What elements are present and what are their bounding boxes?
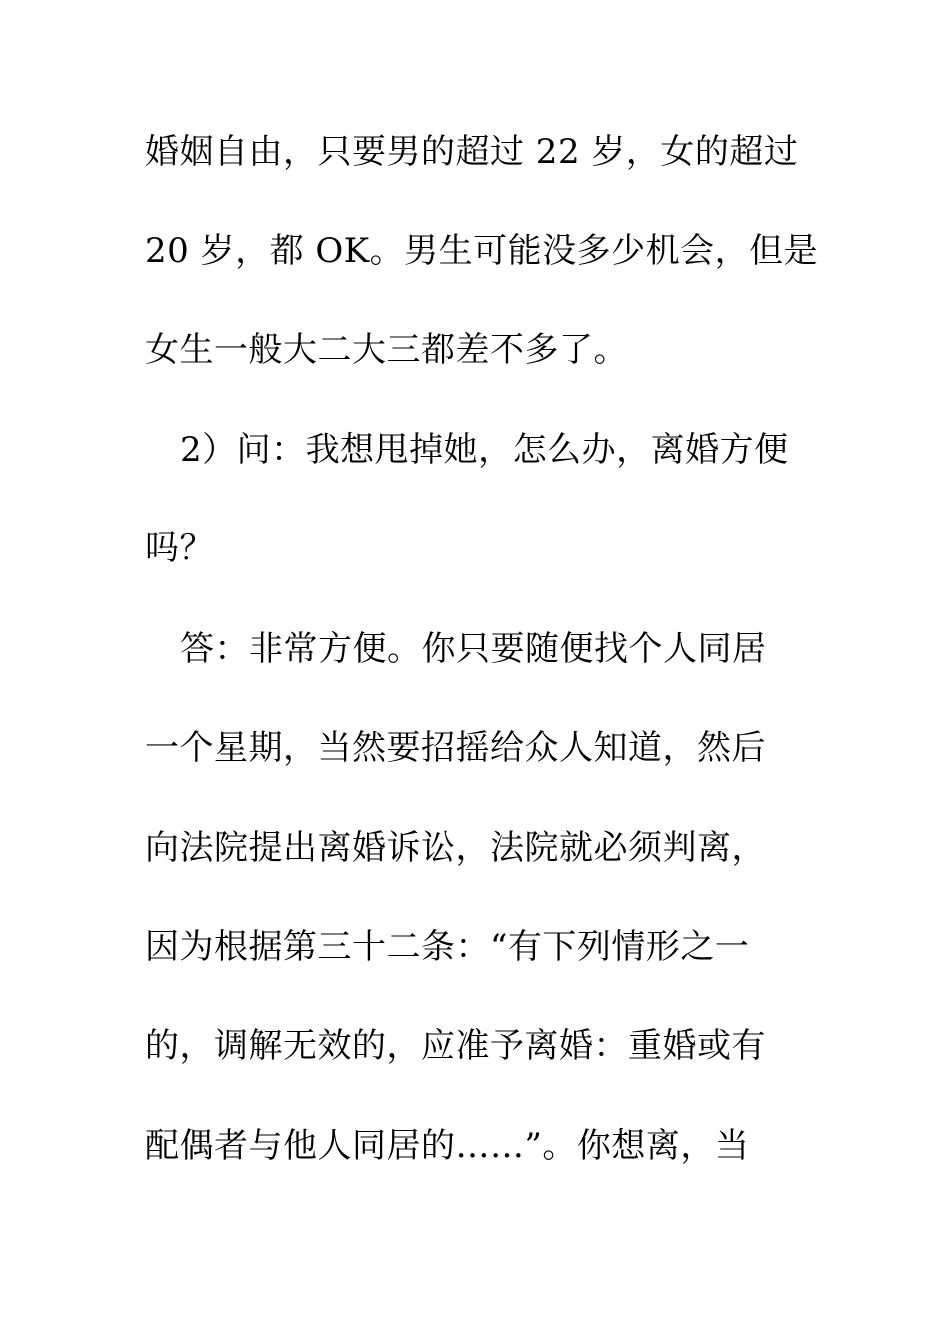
- text-line: 2）问：我想甩掉她，怎么办，离婚方便: [180, 430, 789, 470]
- text-line: 配偶者与他人同居的……”。你想离，当: [145, 1126, 750, 1166]
- text-line: 向法院提出离婚诉讼，法院就必须判离，: [145, 828, 766, 868]
- text-line: 的，调解无效的，应准予离婚：重婚或有: [145, 1026, 766, 1066]
- text-line: 因为根据第三十二条：“有下列情形之一: [145, 927, 750, 967]
- text-line: 答：非常方便。你只要随便找个人同居: [180, 629, 767, 669]
- text-line: 一个星期，当然要招摇给众人知道，然后: [145, 728, 766, 768]
- text-line: 女生一般大二大三都差不多了。: [145, 330, 628, 370]
- text-line: 吗？: [145, 528, 214, 568]
- text-line: 20 岁，都 OK。男生可能没多少机会，但是: [145, 231, 819, 271]
- text-line: 婚姻自由，只要男的超过 22 岁，女的超过: [145, 132, 799, 172]
